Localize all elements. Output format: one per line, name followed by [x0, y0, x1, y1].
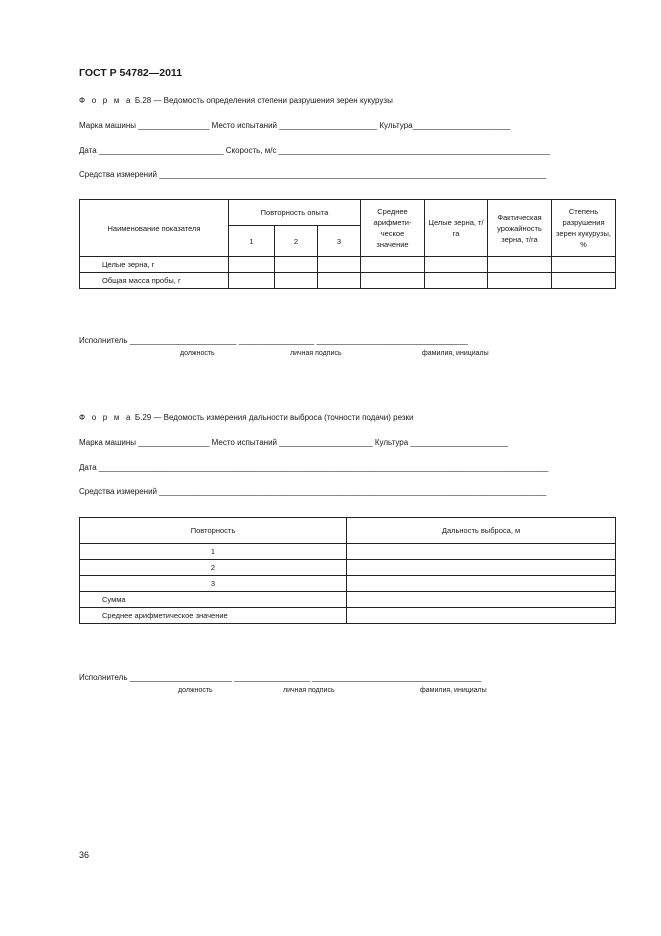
form-28-machine-line: Марка машины ________________ Место испытаний ______________________ Культура______________________ — [79, 121, 511, 130]
header-distance: Дальность выброса, м — [347, 518, 616, 544]
table-cell[interactable] — [229, 273, 275, 289]
table-row — [80, 560, 616, 576]
table-cell[interactable] — [361, 273, 425, 289]
form-29-title — [79, 413, 414, 422]
form-28-date-line: Дата ____________________________ Скорость, м/с _____________________________________________________________ — [79, 146, 551, 155]
table-cell[interactable] — [318, 257, 361, 273]
table-cell[interactable] — [488, 257, 552, 273]
form-29-name-caption: фамилия, инициалы — [420, 687, 487, 694]
table-cell[interactable] — [347, 576, 616, 592]
header-rep-3: 3 — [318, 226, 361, 257]
table-cell[interactable] — [347, 560, 616, 576]
table-row — [80, 608, 616, 624]
form-29-title-text: Б.29 — Ведомость измерения дальности выброса (точности подачи) резки — [134, 413, 414, 422]
header-yield: Фактическая урожайность зерна, т/га — [488, 200, 552, 257]
table-cell[interactable] — [347, 608, 616, 624]
table-row — [80, 576, 616, 592]
form-28-table — [79, 199, 616, 289]
form-29-machine-line: Марка машины ________________ Место испытаний _____________________ Культура ______________________ — [79, 438, 509, 447]
row-label: 3 — [80, 576, 347, 592]
page-number: 36 — [79, 850, 90, 860]
header-repeat: Повторность — [80, 518, 347, 544]
header-mean: Среднее арифмети-ческое значение — [361, 200, 425, 257]
form-28-name-caption: фамилия, инициалы — [422, 350, 489, 357]
table-row — [80, 257, 616, 273]
document-code: ГОСТ Р 54782—2011 — [79, 67, 183, 79]
row-label: Общая масса пробы, г — [80, 273, 229, 289]
form-29-date-line: Дата _____________________________________________________________________________________________________ — [79, 463, 549, 472]
row-label: Целые зерна, г — [80, 257, 229, 273]
table-row — [80, 544, 616, 560]
header-damage: Степень разрушения зерен кукурузы, % — [552, 200, 616, 257]
row-label: Среднее арифметическое значение — [80, 608, 347, 624]
form-29-table — [79, 517, 616, 624]
table-cell[interactable] — [275, 257, 318, 273]
form-28-title-text: Б.28 — Ведомость определения степени разрушения зерен кукурузы — [134, 96, 393, 105]
form-28-executor-line: Исполнитель ________________________ _________________ __________________________________ — [79, 336, 468, 345]
row-label: 2 — [80, 560, 347, 576]
table-cell[interactable] — [347, 592, 616, 608]
row-label: 1 — [80, 544, 347, 560]
header-whole-grains: Целые зерна, т/га — [425, 200, 488, 257]
table-row — [80, 592, 616, 608]
form-29-instruments-line: Средства измерений _______________________________________________________________________________________ — [79, 487, 547, 496]
header-rep-2: 2 — [275, 226, 318, 257]
table-cell[interactable] — [361, 257, 425, 273]
header-indicator: Наименование показателя — [80, 200, 229, 257]
table-cell[interactable] — [552, 273, 616, 289]
table-cell[interactable] — [275, 273, 318, 289]
form-28-signature-caption: личная подпись — [290, 350, 342, 357]
table-cell[interactable] — [488, 273, 552, 289]
table-cell[interactable] — [425, 257, 488, 273]
form-28-title — [79, 96, 393, 105]
table-row — [80, 273, 616, 289]
form-28-prefix: Ф о р м а — [79, 96, 133, 105]
table-cell[interactable] — [347, 544, 616, 560]
table-cell[interactable] — [229, 257, 275, 273]
form-28-instruments-line: Средства измерений _______________________________________________________________________________________ — [79, 170, 547, 179]
table-cell[interactable] — [318, 273, 361, 289]
form-29-prefix: Ф о р м а — [79, 413, 133, 422]
header-rep-1: 1 — [229, 226, 275, 257]
form-29-executor-line: Исполнитель _______________________ _________________ ______________________________________ — [79, 673, 482, 682]
table-cell[interactable] — [552, 257, 616, 273]
form-29-signature-caption: личная подпись — [283, 687, 335, 694]
table-cell[interactable] — [425, 273, 488, 289]
header-repeat: Повторность опыта — [229, 200, 361, 226]
form-28-position-caption: должность — [180, 350, 215, 357]
row-label: Сумма — [80, 592, 347, 608]
form-29-position-caption: должность — [178, 687, 213, 694]
